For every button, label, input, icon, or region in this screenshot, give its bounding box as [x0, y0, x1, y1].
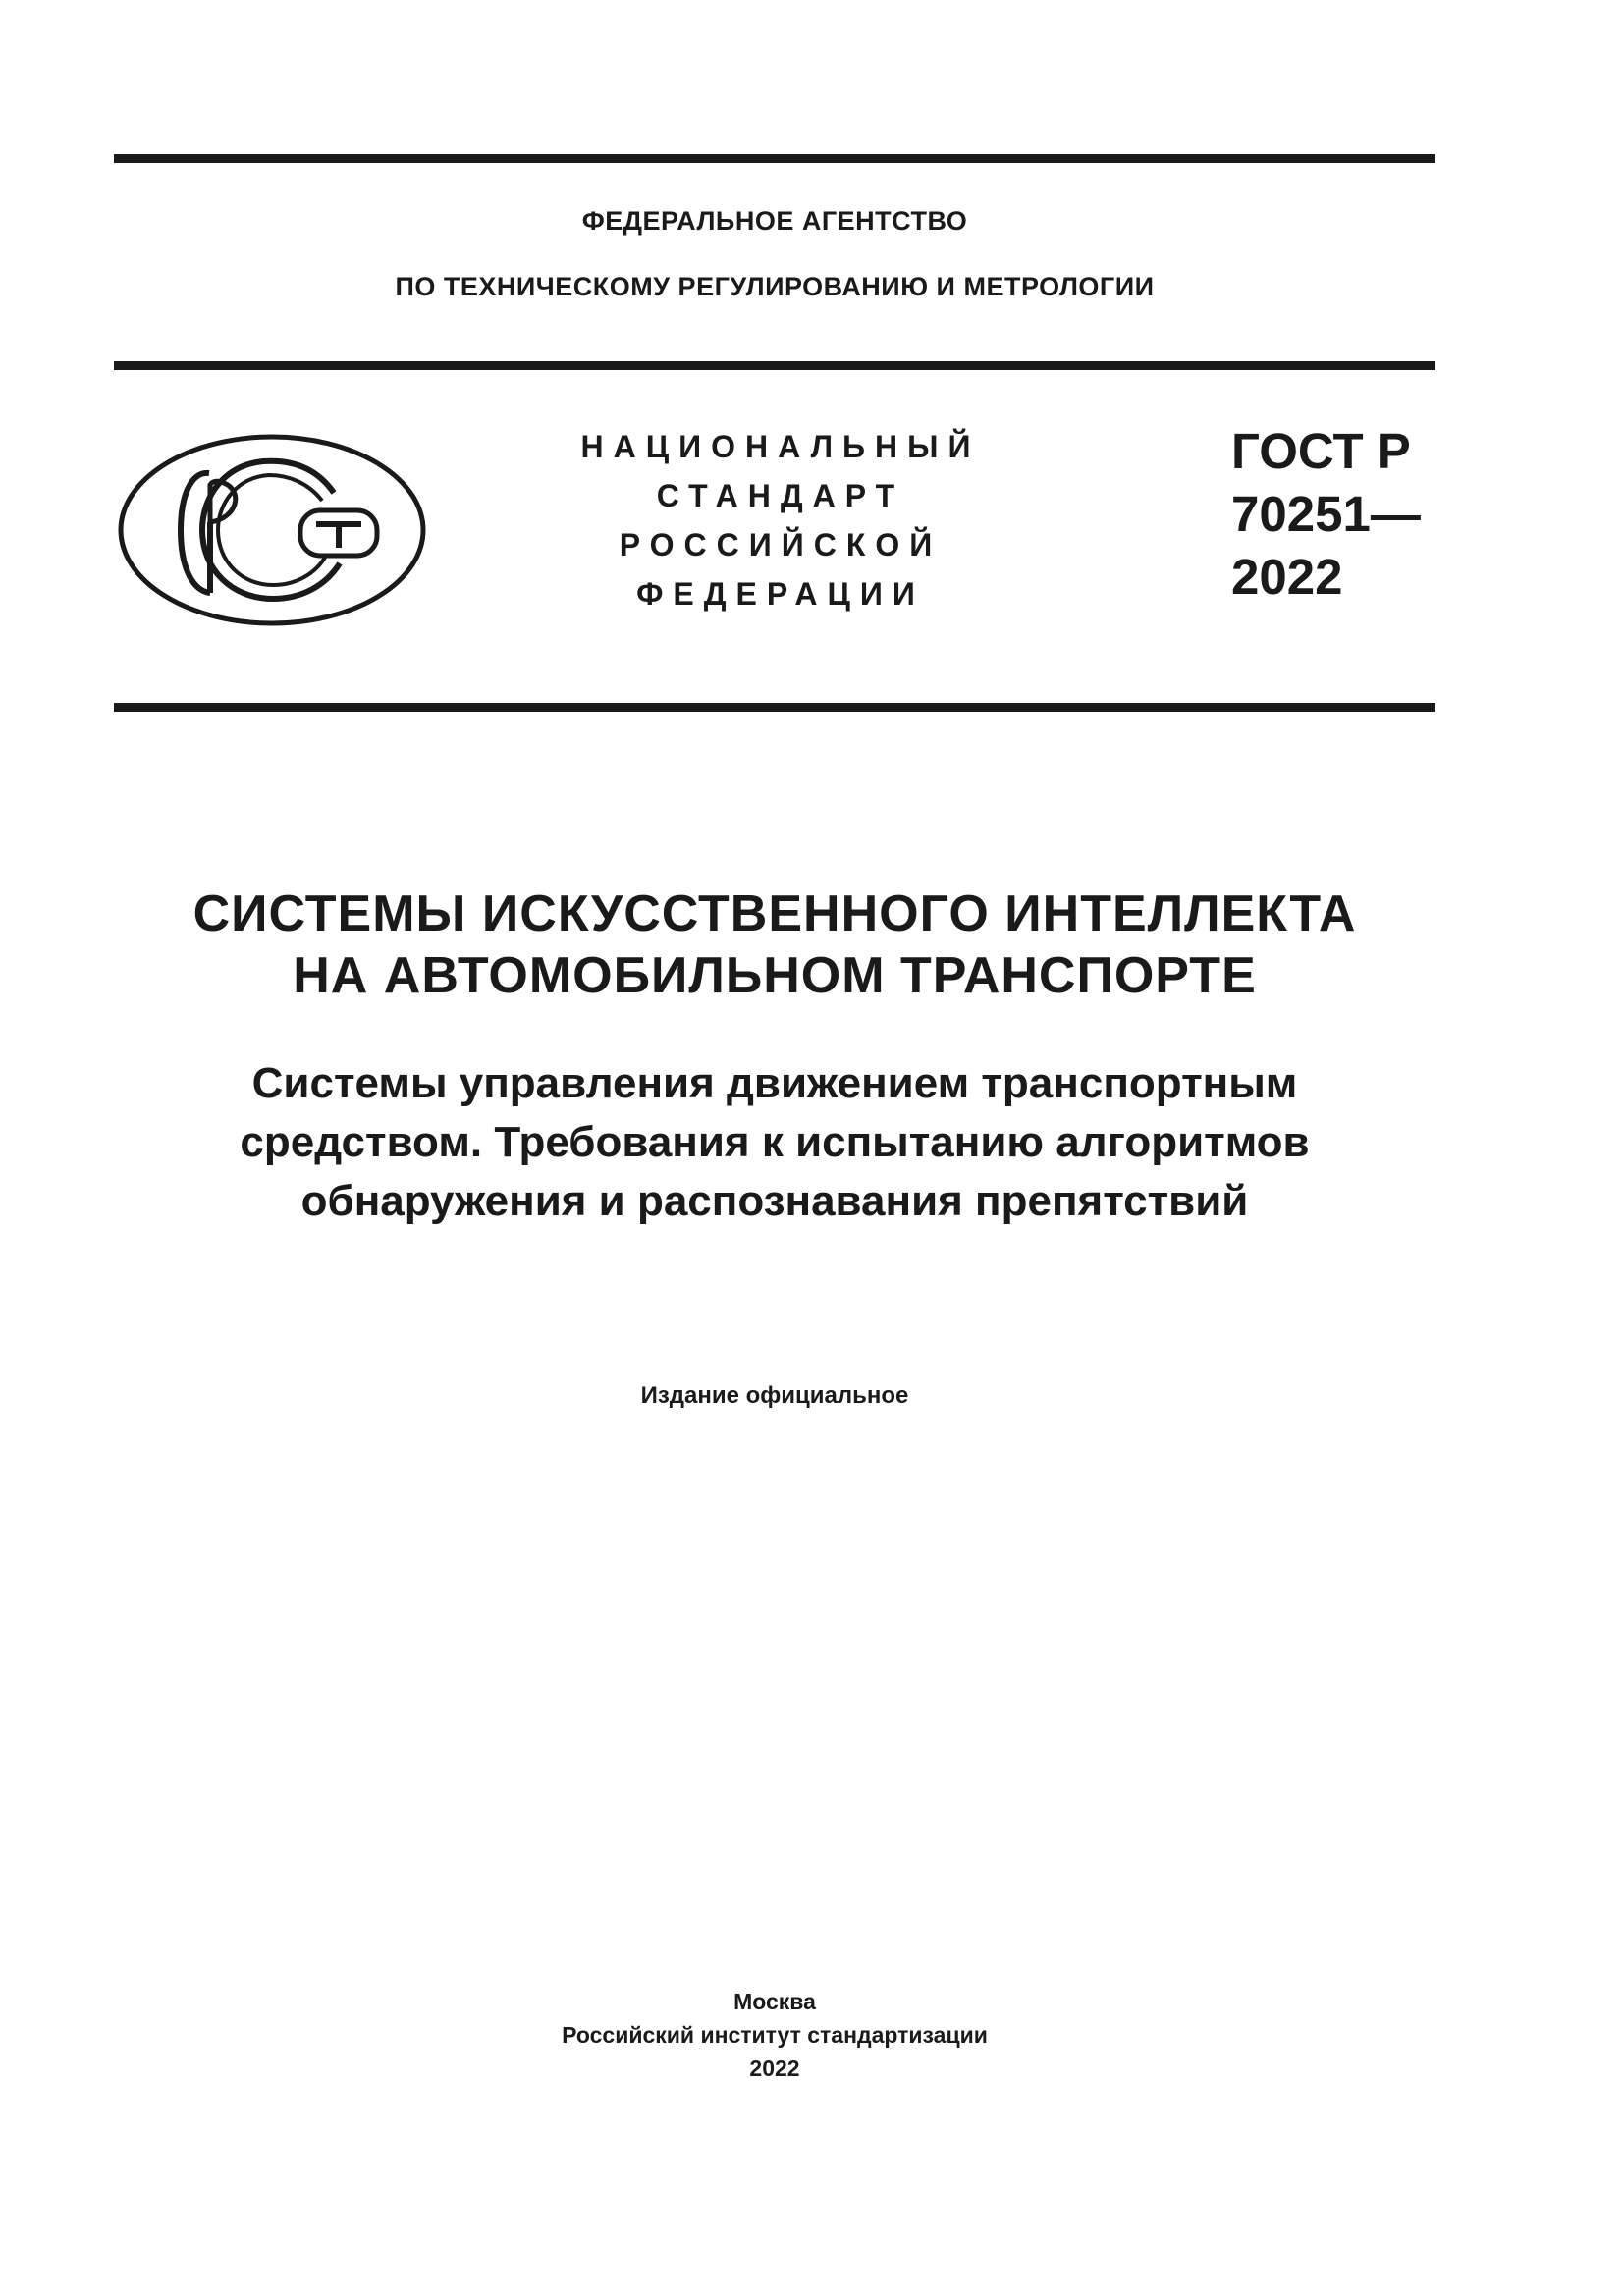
- standard-type-line-2: СТАНДАРТ: [656, 478, 905, 513]
- standard-designation: [1231, 420, 1421, 609]
- standard-type-line-1: НАЦИОНАЛЬНЫЙ: [580, 429, 981, 464]
- designation-line-1: ГОСТ Р: [1231, 423, 1411, 479]
- sub-title-line-1: Системы управления движением транспортным: [251, 1059, 1298, 1107]
- sub-title-line-3: обнаружения и распознавания препятствий: [300, 1177, 1249, 1225]
- masthead-bottom-rule: [114, 703, 1435, 712]
- rst-certification-mark-icon: [116, 432, 428, 628]
- sub-title: [114, 1054, 1435, 1231]
- top-rule: [114, 154, 1435, 163]
- imprint-year: 2022: [749, 2056, 800, 2081]
- agency-line-2: ПО ТЕХНИЧЕСКОМУ РЕГУЛИРОВАНИЮ И МЕТРОЛОГИИ: [395, 272, 1155, 301]
- header-divider: [114, 361, 1435, 370]
- main-title-line-2: НА АВТОМОБИЛЬНОМ ТРАНСПОРТЕ: [293, 947, 1257, 1004]
- designation-line-2: 70251—: [1231, 486, 1421, 542]
- sub-title-line-2: средством. Требования к испытанию алгоритмов: [240, 1118, 1310, 1166]
- standard-type-block: [550, 422, 1011, 618]
- imprint-city: Москва: [733, 1989, 816, 2014]
- main-title-line-1: СИСТЕМЫ ИСКУССТВЕННОГО ИНТЕЛЛЕКТА: [192, 885, 1357, 942]
- imprint-publisher: Российский институт стандартизации: [562, 2022, 988, 2048]
- designation-line-3: 2022: [1231, 549, 1343, 605]
- edition-note: Издание официальное: [640, 1382, 909, 1409]
- imprint: [114, 1985, 1435, 2085]
- agency-line-1: ФЕДЕРАЛЬНОЕ АГЕНТСТВО: [581, 206, 968, 236]
- standard-type-line-3: РОССИЙСКОЙ: [619, 527, 943, 562]
- standard-type-line-4: ФЕДЕРАЦИИ: [636, 576, 925, 612]
- main-title: [114, 883, 1435, 1007]
